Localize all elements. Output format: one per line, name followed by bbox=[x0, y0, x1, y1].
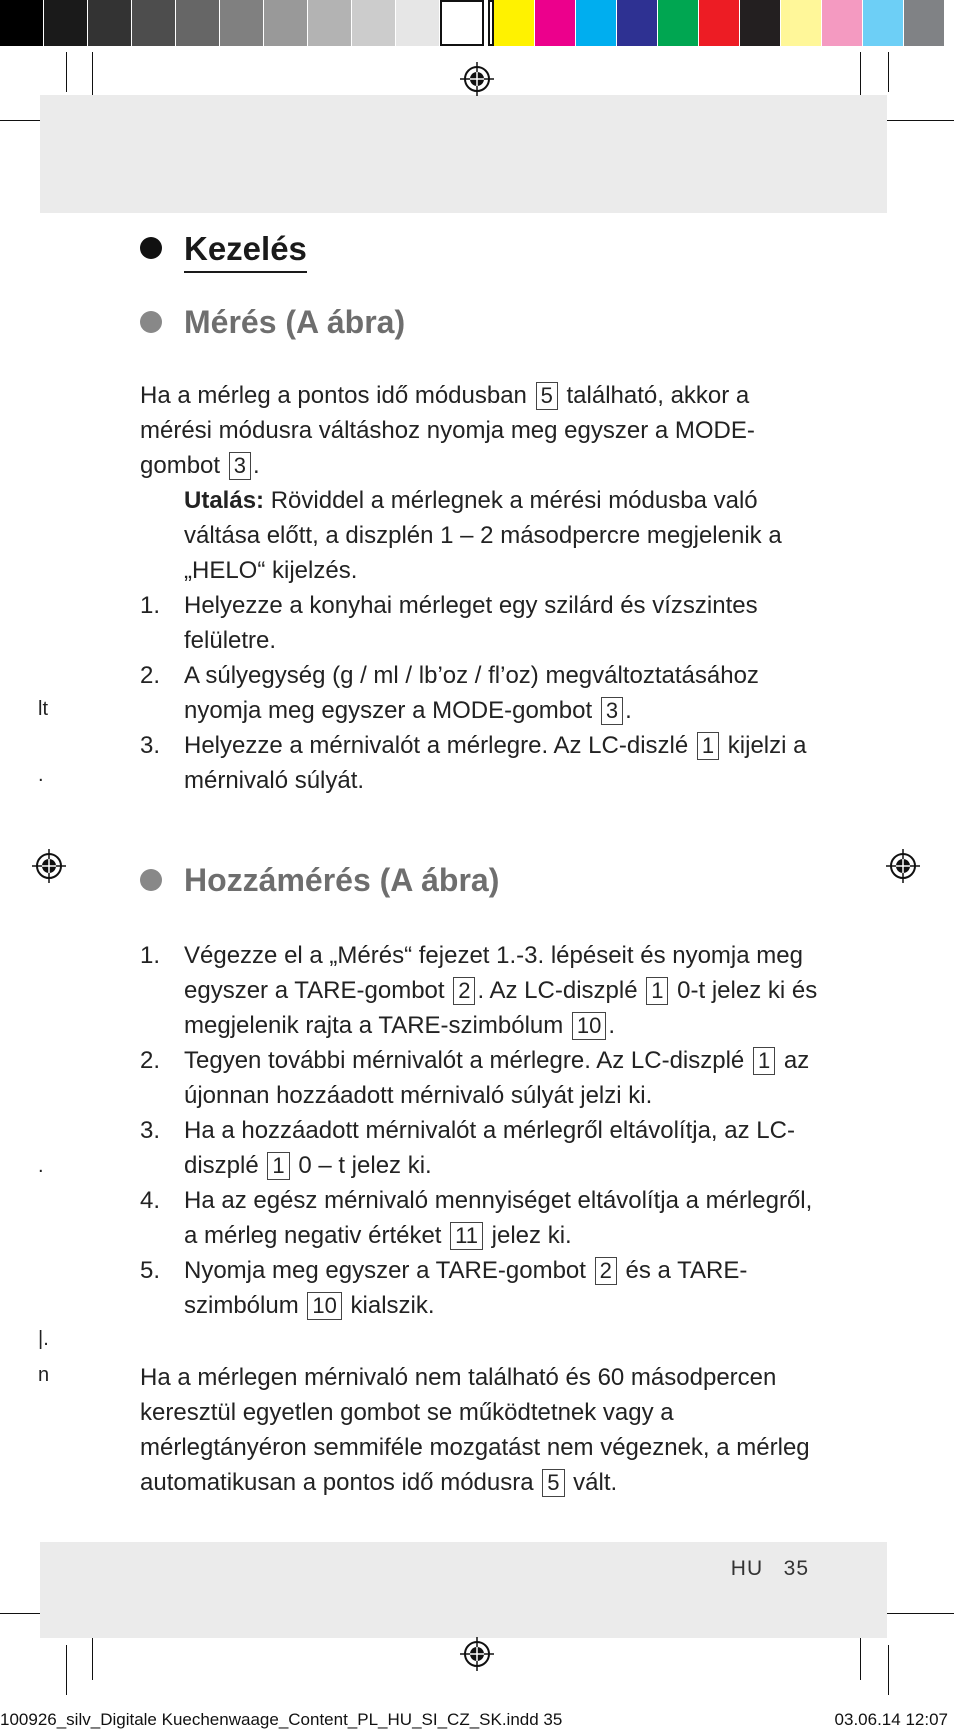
header-band bbox=[40, 95, 887, 213]
crop-mark bbox=[888, 1645, 889, 1695]
margin-fragment: n bbox=[38, 1364, 50, 1386]
color-swatch bbox=[264, 0, 308, 46]
ref-number: 11 bbox=[450, 1222, 483, 1250]
hozzameres-steps bbox=[140, 938, 830, 1323]
section-heading-kezeles: Kezelés bbox=[140, 230, 307, 268]
page-number: 35 bbox=[783, 1557, 809, 1580]
crop-mark bbox=[882, 1613, 954, 1614]
section-heading-hozzameres: Hozzámérés (A ábra) bbox=[140, 862, 499, 899]
crop-mark bbox=[888, 52, 889, 92]
ref-number: 1 bbox=[646, 977, 668, 1005]
ref-number: 2 bbox=[453, 977, 475, 1005]
meres-intro: Ha a mérleg a pontos idő módusban 5 található, akkor a mérési módusra váltáshoz nyomja meg egyszer a MODE-gombot 3 . bbox=[140, 382, 755, 479]
color-swatch bbox=[352, 0, 396, 46]
bullet-icon bbox=[140, 237, 162, 259]
ref-number: 5 bbox=[542, 1469, 564, 1497]
page-footer bbox=[731, 1557, 809, 1581]
list-item: 1. Végezze el a „Mérés“ fejezet 1.-3. lépéseit és nyomja meg egyszer a TARE-gombot 2 . Az LC-diszplé 1 0-t jelez ki és megjelenik rajta a TARE-szimbólum 10 . bbox=[140, 942, 818, 1039]
list-item: 4. Ha az egész mérnivaló mennyiséget eltávolítja a mérlegről, a mérleg negativ értéket 11 jelez ki. bbox=[140, 1187, 813, 1249]
meres-note bbox=[184, 483, 824, 588]
section-heading-meres: Mérés (A ábra) bbox=[140, 304, 405, 341]
ref-number: 1 bbox=[697, 732, 719, 760]
color-swatch bbox=[904, 0, 945, 46]
meres-steps bbox=[140, 588, 830, 798]
list-item: 2. A súlyegység (g / ml / lb’oz / fl’oz) megváltoztatásához nyomja meg egyszer a MODE-gombot 3 . bbox=[140, 662, 759, 724]
color-swatch bbox=[44, 0, 88, 46]
margin-fragment: |. bbox=[38, 1328, 49, 1350]
note-label: Utalás: bbox=[184, 487, 265, 514]
list-item: 1. Helyezze a konyhai mérleget egy szilárd és vízszintes felületre. bbox=[140, 592, 758, 654]
crop-mark bbox=[66, 52, 67, 92]
color-swatch bbox=[88, 0, 132, 46]
note-text: Röviddel a mérlegnek a mérési módusba való váltása előtt, a diszplén 1 – 2 másodpercre megjelenik a „HELO“ kijelzés. bbox=[184, 487, 782, 584]
color-swatch bbox=[822, 0, 863, 46]
registration-mark-icon bbox=[32, 849, 66, 883]
color-swatch bbox=[220, 0, 264, 46]
color-swatch bbox=[699, 0, 740, 46]
margin-fragment: . bbox=[38, 1155, 44, 1177]
registration-mark-icon bbox=[460, 62, 494, 96]
list-item: 5. Nyomja meg egyszer a TARE-gombot 2 és a TARE-szimbólum 10 kialszik. bbox=[140, 1257, 748, 1319]
bullet-icon bbox=[140, 311, 162, 333]
color-swatch bbox=[535, 0, 576, 46]
ref-number: 10 bbox=[307, 1292, 341, 1320]
list-item: 3. Helyezze a mérnivalót a mérlegre. Az LC-diszlé 1 kijelzi a mérnivaló súlyát. bbox=[140, 732, 807, 794]
slug-filename: 100926_silv_Digitale Kuechenwaage_Content_PL_HU_SI_CZ_SK.indd 35 bbox=[0, 1710, 563, 1729]
ref-number: 10 bbox=[572, 1012, 606, 1040]
registration-mark-icon bbox=[886, 849, 920, 883]
crop-mark bbox=[66, 1645, 67, 1695]
ref-number: 5 bbox=[536, 382, 558, 410]
language-code: HU bbox=[730, 1557, 764, 1580]
color-calibration-bar bbox=[0, 0, 954, 48]
bullet-icon bbox=[140, 869, 162, 891]
color-swatch bbox=[617, 0, 658, 46]
color-swatch bbox=[740, 0, 781, 46]
color-swatch bbox=[781, 0, 822, 46]
list-item: 2. Tegyen további mérnivalót a mérlegre. Az LC-diszplé 1 az újonnan hozzáadott mérnivaló súlyát jelzi ki. bbox=[140, 1047, 810, 1109]
ref-number: 2 bbox=[595, 1257, 617, 1285]
margin-fragment: . bbox=[38, 764, 44, 786]
margin-fragment: lt bbox=[38, 698, 48, 720]
color-swatch bbox=[0, 0, 44, 46]
list-item: 3. Ha a hozzáadott mérnivalót a mérlegről eltávolítja, az LC-diszplé 1 0 – t jelez ki. bbox=[140, 1117, 795, 1179]
color-swatch bbox=[576, 0, 617, 46]
color-swatch bbox=[494, 0, 535, 46]
hozzameres-closing: Ha a mérlegen mérnivaló nem található és 60 másodpercen keresztül egyetlen gombot se működtetnek vagy a mérlegtányéron semmiféle mozgatást nem végeznek, a mérleg automatikusan a pontos idő módusra 5 vált. bbox=[140, 1364, 810, 1496]
color-swatch bbox=[440, 0, 484, 46]
crop-mark bbox=[882, 120, 954, 121]
color-swatch bbox=[308, 0, 352, 46]
ref-number: 3 bbox=[229, 452, 251, 480]
registration-mark-icon bbox=[460, 1637, 494, 1671]
ref-number: 1 bbox=[267, 1152, 289, 1180]
slug-datetime: 03.06.14 12:07 bbox=[834, 1710, 948, 1729]
ref-number: 1 bbox=[753, 1047, 775, 1075]
color-swatch bbox=[658, 0, 699, 46]
color-swatch bbox=[176, 0, 220, 46]
color-swatch bbox=[396, 0, 440, 46]
ref-number: 3 bbox=[601, 697, 623, 725]
color-swatch bbox=[132, 0, 176, 46]
color-swatch bbox=[863, 0, 904, 46]
